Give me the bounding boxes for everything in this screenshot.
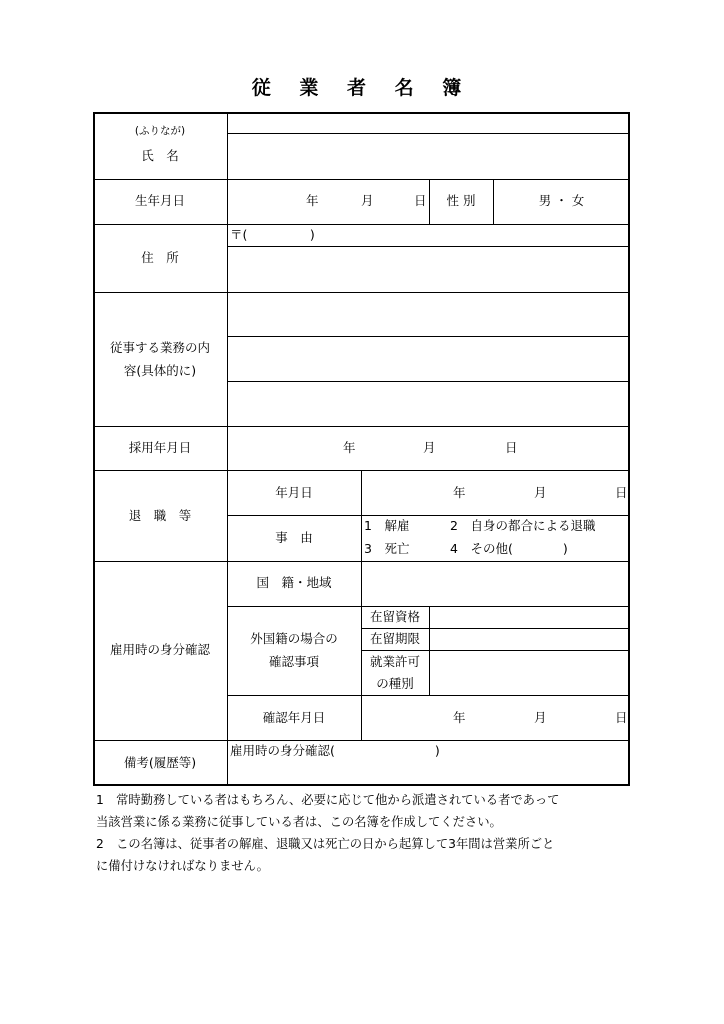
nationality-field[interactable] bbox=[363, 563, 628, 605]
duties-field-1[interactable] bbox=[229, 294, 628, 335]
identity-check-label: 雇用時の身分確認 bbox=[109, 642, 210, 657]
hire-year-unit: 年 bbox=[343, 440, 356, 455]
duties-field-2[interactable] bbox=[229, 338, 628, 380]
residence-status-field[interactable] bbox=[431, 608, 628, 627]
foreign-check-label-line2: 確認事項 bbox=[268, 654, 319, 669]
work-permit-label-line1: 就業許可 bbox=[369, 654, 420, 669]
furigana-field[interactable] bbox=[229, 114, 628, 132]
retirement-month-unit: 月 bbox=[534, 485, 547, 500]
gender-options[interactable]: 男 ・ 女 bbox=[538, 193, 585, 208]
reason-voluntary[interactable]: 2 自身の都合による退職 bbox=[450, 518, 596, 533]
confirm-day-unit: 日 bbox=[615, 710, 628, 725]
nationality-label: 国 籍・地域 bbox=[256, 575, 332, 590]
birth-date-label: 生年月日 bbox=[134, 193, 185, 208]
retirement-day-unit: 日 bbox=[615, 485, 628, 500]
address-field[interactable] bbox=[229, 248, 628, 291]
employee-register-form bbox=[93, 112, 630, 786]
reason-other[interactable]: 4 その他( ) bbox=[450, 541, 568, 556]
work-permit-field[interactable] bbox=[431, 652, 628, 694]
duties-label-line1: 従事する業務の内 bbox=[109, 340, 210, 355]
hire-day-unit: 日 bbox=[505, 440, 518, 455]
confirm-date-label: 確認年月日 bbox=[262, 710, 326, 725]
reason-death[interactable]: 3 死亡 bbox=[364, 541, 410, 556]
duties-label-line2: 容(具体的に) bbox=[123, 363, 197, 378]
residence-period-field[interactable] bbox=[431, 630, 628, 649]
note-1-line1: 1 常時勤務している者はもちろん、必要に応じて他から派遣されている者であって bbox=[96, 793, 560, 807]
postal-code-field[interactable]: 〒( ) bbox=[230, 227, 315, 242]
confirm-month-unit: 月 bbox=[534, 710, 547, 725]
hire-date-label: 採用年月日 bbox=[128, 440, 192, 455]
residence-status-label: 在留資格 bbox=[369, 609, 420, 624]
retirement-label: 退 職 等 bbox=[128, 508, 192, 523]
retirement-reason-label: 事 由 bbox=[275, 530, 313, 545]
work-permit-label-line2: の種別 bbox=[376, 676, 414, 691]
remarks-field[interactable]: 雇用時の身分確認( ) bbox=[230, 743, 440, 758]
name-field[interactable] bbox=[229, 135, 628, 178]
note-2-line1: 2 この名簿は、従事者の解雇、退職又は死亡の日から起算して3年間は営業所ごと bbox=[96, 837, 555, 851]
remarks-label: 備考(履歴等) bbox=[123, 755, 197, 770]
residence-period-label: 在留期限 bbox=[369, 631, 420, 646]
note-1-line2: 当該営業に係る業務に従事している者は、この名簿を作成してください。 bbox=[96, 815, 502, 829]
furigana-label: (ふりなが) bbox=[134, 125, 186, 137]
confirm-year-unit: 年 bbox=[453, 710, 466, 725]
address-label: 住 所 bbox=[141, 250, 179, 265]
retirement-date-label: 年月日 bbox=[275, 485, 313, 500]
foreign-check-label-line1: 外国籍の場合の bbox=[250, 631, 338, 646]
reason-dismissal[interactable]: 1 解雇 bbox=[364, 518, 410, 533]
page-title: 従 業 者 名 簿 bbox=[251, 77, 473, 99]
retirement-year-unit: 年 bbox=[453, 485, 466, 500]
hire-month-unit: 月 bbox=[423, 440, 436, 455]
birth-day-unit: 日 bbox=[414, 193, 427, 208]
gender-label: 性 別 bbox=[446, 193, 476, 208]
birth-month-unit: 月 bbox=[361, 193, 374, 208]
duties-field-3[interactable] bbox=[229, 383, 628, 425]
name-label: 氏 名 bbox=[141, 148, 179, 163]
footnotes bbox=[96, 789, 626, 877]
note-2-line2: に備付けなければなりません。 bbox=[96, 859, 269, 873]
birth-year-unit: 年 bbox=[306, 193, 319, 208]
